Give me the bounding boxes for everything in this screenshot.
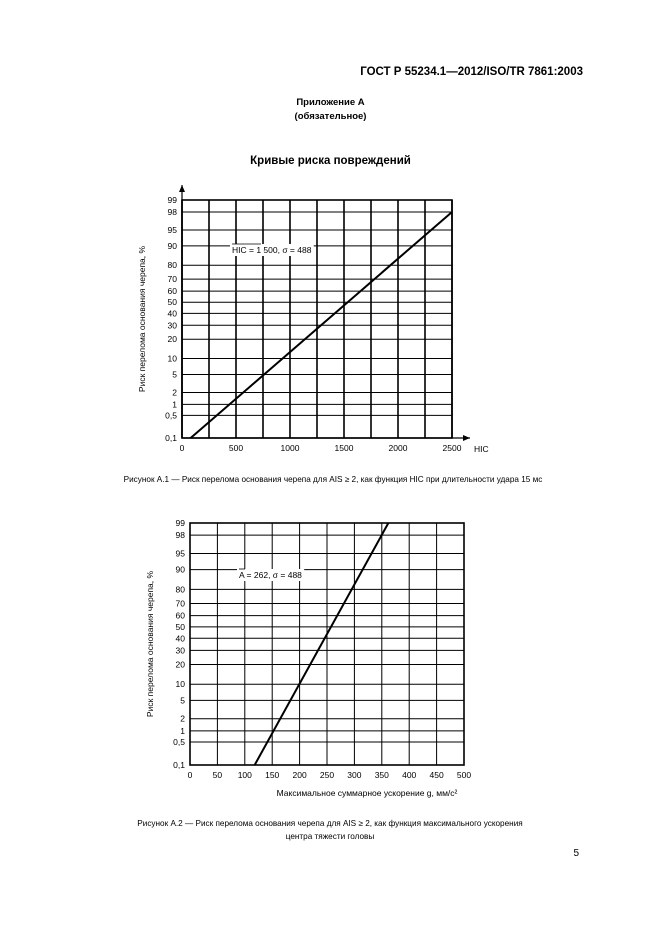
x-tick-label: 0 (179, 443, 185, 453)
x-tick-label: 100 (237, 770, 252, 780)
x-tick-label: 200 (292, 770, 307, 780)
y-tick-label: 98 (175, 530, 185, 541)
x-tick-label: 0 (187, 770, 193, 780)
curve-annotation: A = 262, σ = 488 (239, 570, 302, 580)
y-tick-label: 99 (175, 518, 185, 528)
x-tick-label: 500 (456, 770, 472, 780)
x-tick-label: 250 (319, 770, 335, 780)
y-tick-label: 0,5 (173, 737, 185, 748)
y-tick-label: 99 (167, 195, 177, 205)
y-tick-label: 90 (167, 240, 177, 251)
chart-fig1 (137, 185, 489, 454)
figure-a2-caption-line2: центра тяжести головы (285, 832, 375, 841)
curve-annotation: HIC = 1 500, σ = 488 (232, 245, 312, 255)
document-code: ГОСТ Р 55234.1—2012/ISO/TR 7861:2003 (360, 66, 583, 78)
y-tick-label: 95 (167, 224, 177, 235)
figure-a2-caption-line1: Рисунок А.2 — Риск перелома основания черепа для AIS ≥ 2, как функция максимального ускорения (137, 819, 523, 828)
x-axis-label: HIC (474, 444, 489, 454)
page-number: 5 (573, 848, 579, 859)
y-tick-label: 20 (175, 659, 185, 670)
y-axis-arrow-icon (179, 185, 185, 192)
y-tick-label: 1 (172, 399, 177, 410)
y-tick-label: 20 (167, 334, 177, 345)
x-tick-label: 1000 (280, 443, 300, 453)
main-title: Кривые риска повреждений (250, 155, 411, 167)
x-tick-label: 2500 (442, 443, 462, 453)
y-tick-label: 5 (180, 695, 185, 706)
y-tick-label: 30 (175, 645, 185, 656)
y-tick-label: 0,1 (165, 433, 177, 443)
y-tick-label: 40 (175, 633, 185, 644)
x-tick-label: 150 (265, 770, 280, 780)
y-axis-label: Риск перелома основания черепа, % (145, 570, 155, 718)
y-axis-label: Риск перелома основания черепа, % (137, 245, 147, 393)
x-tick-label: 300 (347, 770, 362, 780)
y-tick-label: 70 (167, 274, 177, 285)
y-tick-label: 50 (175, 621, 185, 632)
chart-fig2 (145, 518, 471, 798)
x-tick-label: 1500 (334, 443, 354, 453)
y-tick-label: 0,5 (165, 410, 177, 421)
y-tick-label: 2 (180, 713, 185, 724)
risk-curve-line (255, 523, 389, 765)
x-tick-label: 350 (374, 770, 389, 780)
y-tick-label: 60 (167, 286, 177, 297)
y-tick-label: 5 (172, 369, 177, 380)
y-tick-label: 80 (175, 584, 185, 595)
x-tick-label: 2000 (388, 443, 408, 453)
x-tick-label: 400 (402, 770, 417, 780)
y-tick-label: 50 (167, 297, 177, 308)
x-tick-label: 500 (228, 443, 244, 453)
y-tick-label: 1 (180, 725, 185, 736)
y-tick-label: 98 (167, 206, 177, 217)
y-tick-label: 10 (175, 679, 185, 690)
y-tick-label: 10 (167, 353, 177, 364)
x-axis-label: Максимальное суммарное ускорение g, мм/с² (276, 788, 458, 798)
y-tick-label: 2 (172, 387, 177, 398)
annex-subtitle: (обязательное) (294, 111, 367, 122)
y-tick-label: 80 (167, 260, 177, 271)
x-tick-label: 450 (429, 770, 444, 780)
y-tick-label: 95 (175, 548, 185, 559)
y-tick-label: 40 (167, 308, 177, 319)
y-tick-label: 70 (175, 598, 185, 609)
y-tick-label: 60 (175, 610, 185, 621)
annex-title: Приложение А (296, 97, 365, 108)
y-tick-label: 30 (167, 320, 177, 331)
x-axis-arrow-icon (463, 435, 470, 441)
x-tick-label: 50 (212, 770, 223, 780)
y-tick-label: 0,1 (173, 760, 185, 770)
y-tick-label: 90 (175, 564, 185, 575)
figure-a1-caption: Рисунок А.1 — Риск перелома основания черепа для AIS ≥ 2, как функция HIC при длительности удара 15 мс (123, 475, 543, 484)
figure-a2-caption (40, 817, 620, 843)
